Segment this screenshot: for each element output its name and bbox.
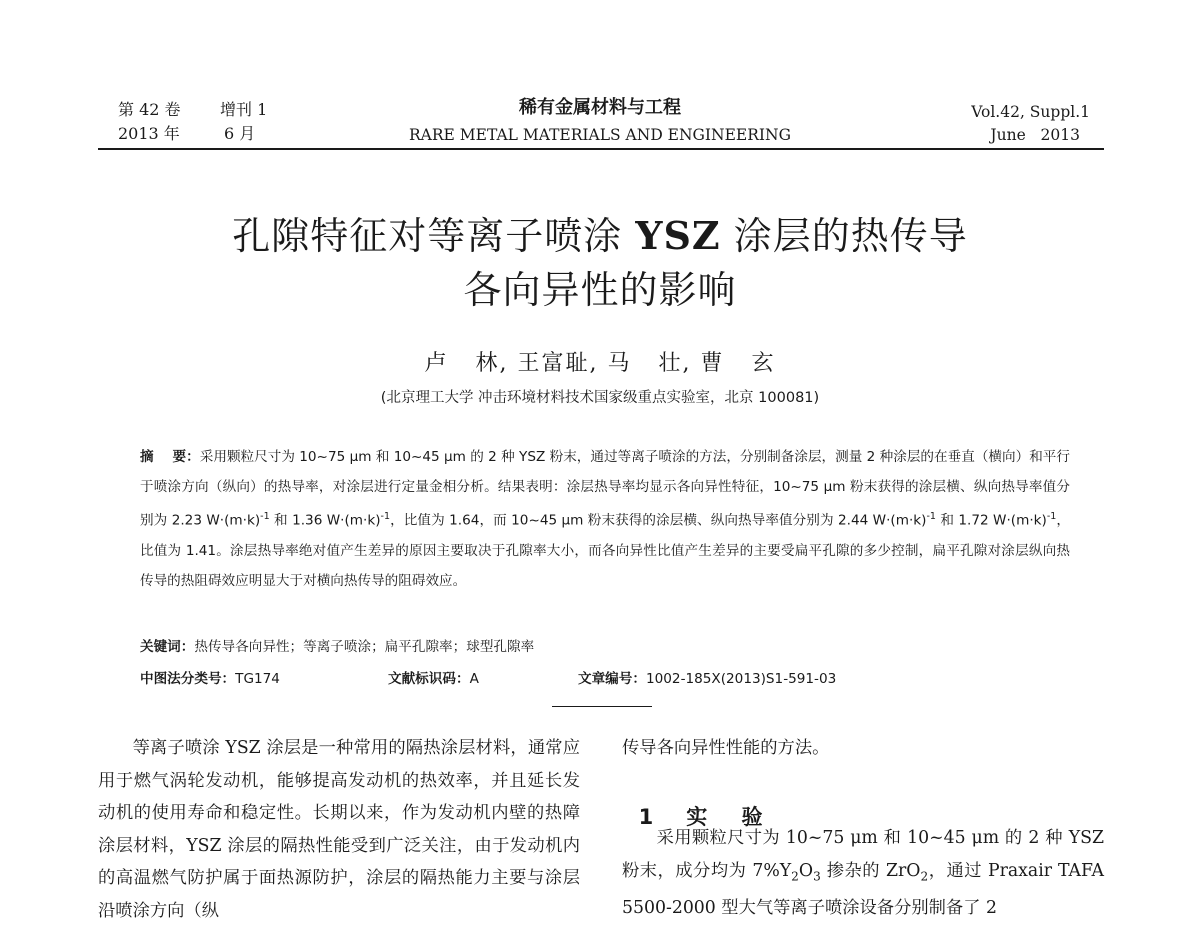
article-number <box>578 664 836 694</box>
article-title-line2: 各向异性的影响 <box>463 268 737 312</box>
doccode-label: 文献标识码： <box>388 671 470 687</box>
abstract-text-d: 和 1.72 W·(m·k) <box>935 512 1047 529</box>
clc-number <box>140 664 280 694</box>
volume-en: Vol.42, Suppl.1 <box>971 103 1090 121</box>
keywords-text: 热传导各向异性；等离子喷涂；扁平孔隙率；球型孔隙率 <box>194 639 535 655</box>
title-line1-bold: YSZ <box>635 213 721 258</box>
affiliation: (北京理工大学 冲击环境材料技术国家级重点实验室，北京 100081) <box>380 390 820 406</box>
year-label: 2013 年 <box>118 124 180 143</box>
artno-label: 文章编号： <box>578 671 646 687</box>
title-line1-post: 涂层的热传导 <box>720 214 968 258</box>
exp-text-d: ，通过 Praxair TAFA 5500-2000 型大气等离子喷涂设备分别制备了 2 <box>622 860 1104 919</box>
abstract-text-c: ，比值为 1.64，而 10~45 μm 粉末获得的涂层横、纵向热导率值分别为 2.44 W·(m·k) <box>390 512 927 529</box>
experiment-paragraph <box>622 822 1104 925</box>
title-line1-pre: 孔隙特征对等离子喷涂 <box>232 214 636 258</box>
abstract-sup4: -1 <box>1046 511 1057 522</box>
exp-sub-3: 3 <box>813 868 821 883</box>
keywords-label: 关键词： <box>140 639 195 655</box>
clc-value: TG174 <box>235 671 280 687</box>
doccode-value: A <box>469 671 479 687</box>
volume-label: 第 42 卷 <box>118 100 181 119</box>
abstract-label: 摘 要： <box>140 449 200 465</box>
document-code <box>388 664 479 694</box>
clc-label: 中图法分类号： <box>140 671 236 687</box>
abstract-sup1: -1 <box>260 511 270 522</box>
abstract <box>140 442 1070 596</box>
keywords <box>140 632 1070 662</box>
intro-continuation: 传导各向异性性能的方法。 <box>622 738 830 758</box>
abstract-sup2: -1 <box>380 511 391 522</box>
body-right-column <box>622 732 1104 765</box>
body-left-column <box>98 732 580 927</box>
exp-sub-2b: 2 <box>920 868 929 883</box>
intro-paragraph: 等离子喷涂 YSZ 涂层是一种常用的隔热涂层材料，通常应用于燃气涡轮发动机，能够提高发动机的热效率，并且延长发动机的使用寿命和稳定性。长期以来，作为发动机内壁的热障涂层材料，YSZ 涂层的隔热性能受到广泛关注，由于发动机内的高温燃气防护属于面热源防护，涂层的隔热能力主要与涂层沿喷涂方向（纵 <box>98 738 580 921</box>
header-rule <box>98 148 1104 150</box>
section-title: 实 验 <box>686 805 764 829</box>
section-number: 1 <box>638 805 655 829</box>
abstract-rule <box>552 706 652 707</box>
date-en: June 2013 <box>990 126 1080 144</box>
exp-text-b: O <box>798 860 814 881</box>
abstract-text-b: 和 1.36 W·(m·k) <box>269 512 381 529</box>
article-title <box>0 209 1200 263</box>
exp-text-a: 采用颗粒尺寸为 10~75 μm 和 10~45 μm 的 2 种 YSZ 粉末，成分均为 7%Y <box>622 828 1104 881</box>
artno-value: 1002-185X(2013)S1-591-03 <box>645 671 837 687</box>
issue-label: 增刊 1 <box>220 100 268 119</box>
exp-text-c: 掺杂的 ZrO <box>820 860 921 881</box>
experiment-paragraph-wrap <box>622 822 1104 925</box>
authors: 卢 林, 王富耻, 马 壮, 曹 玄 <box>424 351 776 376</box>
exp-sub-2a: 2 <box>791 868 799 883</box>
month-label: 6 月 <box>224 124 256 143</box>
journal-title-cn: 稀有金属材料与工程 <box>519 97 681 118</box>
journal-title-en: RARE METAL MATERIALS AND ENGINEERING <box>409 126 791 144</box>
abstract-sup3: -1 <box>926 511 936 522</box>
abstract-text-e: ，比值为 1.41。涂层热导率绝对值产生差异的原因主要取决于孔隙率大小，而各向异性比值产生差异的主要受扁平孔隙的多少控制，扁平孔隙对涂层纵向热传导的热阻碍效应明显大于对横向热传导的阻碍效应。 <box>140 512 1071 589</box>
abstract-text-a: 采用颗粒尺寸为 10~75 μm 和 10~45 μm 的 2 种 YSZ 粉末，通过等离子喷涂的方法，分别制备涂层，测量 2 种涂层的在垂直（横向）和平行于喷涂方向（纵向）的热导率，对涂层进行定量金相分析。结果表明：涂层热导率均显示各向异性特征，10~75 μm 粉末获得的涂层横、纵向热导率值分别为 2.23 W·(m·k) <box>140 449 1070 529</box>
